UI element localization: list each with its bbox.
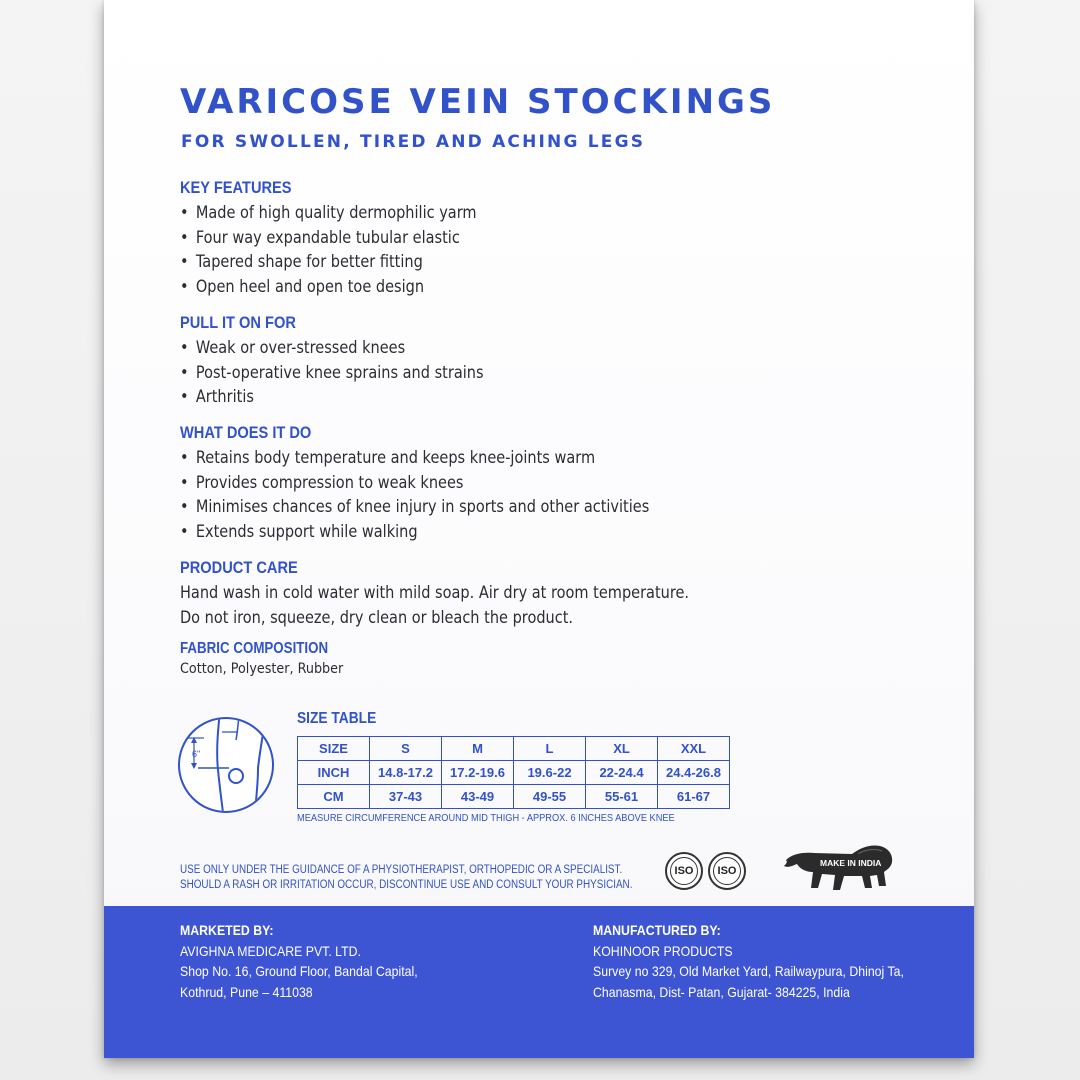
marketer-name: AVIGHNA MEDICARE PVT. LTD. [180, 942, 361, 959]
list-item: • Made of high quality dermophilic yarm [180, 201, 477, 226]
iso-badge-icon [708, 852, 746, 890]
marketed-by-heading: MARKETED BY: [180, 922, 274, 938]
product-care-heading: PRODUCT CARE [180, 558, 298, 577]
table-cell: 22-24.4 [586, 761, 658, 785]
manufacturer-name: KOHINOOR PRODUCTS [593, 942, 733, 959]
manufacturer-address: Survey no 329, Old Market Yard, Railwaypura, Dhinoj Ta, [593, 963, 904, 979]
pull-it-on-heading: PULL IT ON FOR [180, 313, 296, 332]
manufactured-by-block [593, 920, 946, 1002]
diagram-label: 6" [192, 749, 201, 759]
table-cell: SIZE [298, 737, 370, 761]
table-cell: M [442, 737, 514, 761]
fabric-text: Cotton, Polyester, Rubber [180, 661, 344, 677]
product-title: VARICOSE VEIN STOCKINGS [180, 82, 776, 122]
marketer-address: Shop No. 16, Ground Floor, Bandal Capital, [180, 963, 418, 979]
what-it-does-list [180, 446, 713, 544]
what-it-does-heading: WHAT DOES IT DO [180, 423, 312, 442]
size-table-heading: SIZE TABLE [297, 710, 377, 727]
product-care-text [180, 581, 689, 630]
table-cell: CM [298, 785, 370, 809]
make-in-india-lion-icon [782, 842, 896, 894]
pull-it-on-list [180, 336, 525, 410]
table-cell: XL [586, 737, 658, 761]
table-cell: L [514, 737, 586, 761]
iso-label: ISO [717, 865, 737, 877]
list-item: • Extends support while walking [180, 520, 649, 545]
table-cell: 49-55 [514, 785, 586, 809]
table-cell: S [370, 737, 442, 761]
leg-measure-diagram [178, 710, 274, 820]
footer-bar [104, 906, 974, 1058]
table-cell: 43-49 [442, 785, 514, 809]
list-item: • Retains body temperature and keeps knee-joints warm [180, 446, 649, 471]
table-row [298, 785, 730, 809]
usage-warning [180, 863, 632, 893]
list-item: • Minimises chances of knee injury in sports and other activities [180, 495, 649, 520]
manufacturer-address: Chanasma, Dist- Patan, Gujarat- 384225, India [593, 983, 850, 1000]
list-item: • Post-operative knee sprains and strains [180, 361, 484, 386]
table-cell: 17.2-19.6 [442, 761, 514, 785]
key-features-heading: KEY FEATURES [180, 178, 292, 197]
warning-line: USE ONLY UNDER THE GUIDANCE OF A PHYSIOTHERAPIST, ORTHOPEDIC OR A SPECIALIST. [180, 864, 623, 876]
warning-line: SHOULD A RASH OR IRRITATION OCCUR, DISCONTINUE USE AND CONSULT YOUR PHYSICIAN. [180, 879, 633, 891]
list-item: • Provides compression to weak knees [180, 471, 649, 496]
care-line: Hand wash in cold water with mild soap. Air dry at room temperature. [180, 583, 690, 602]
table-cell: 61-67 [658, 785, 730, 809]
table-cell: 14.8-17.2 [370, 761, 442, 785]
list-item: • Four way expandable tubular elastic [180, 226, 477, 251]
table-cell: 37-43 [370, 785, 442, 809]
product-box-back [104, 0, 974, 1058]
iso-label: ISO [674, 865, 694, 877]
care-line: Do not iron, squeeze, dry clean or bleach the product. [180, 607, 574, 627]
manufactured-by-heading: MANUFACTURED BY: [593, 922, 721, 938]
marketer-address: Kothrud, Pune – 411038 [180, 983, 313, 1000]
fabric-heading: FABRIC COMPOSITION [180, 640, 329, 657]
list-item: • Tapered shape for better fitting [180, 250, 477, 275]
make-in-india-text: MAKE IN INDIA [820, 858, 882, 868]
table-row [298, 761, 730, 785]
product-subtitle: FOR SWOLLEN, TIRED AND ACHING LEGS [181, 132, 646, 152]
marketed-by-block [180, 920, 450, 1002]
key-features-list [180, 201, 517, 299]
iso-badge-icon [665, 852, 703, 890]
table-cell: XXL [658, 737, 730, 761]
size-table [297, 736, 730, 809]
list-item: • Open heel and open toe design [180, 275, 477, 300]
table-cell: 19.6-22 [514, 761, 586, 785]
table-row [298, 737, 730, 761]
table-cell: 55-61 [586, 785, 658, 809]
measure-note: MEASURE CIRCUMFERENCE AROUND MID THIGH - APPROX. 6 INCHES ABOVE KNEE [297, 812, 675, 824]
list-item: • Arthritis [180, 385, 484, 410]
table-cell: 24.4-26.8 [658, 761, 730, 785]
table-cell: INCH [298, 761, 370, 785]
list-item: • Weak or over-stressed knees [180, 336, 484, 361]
